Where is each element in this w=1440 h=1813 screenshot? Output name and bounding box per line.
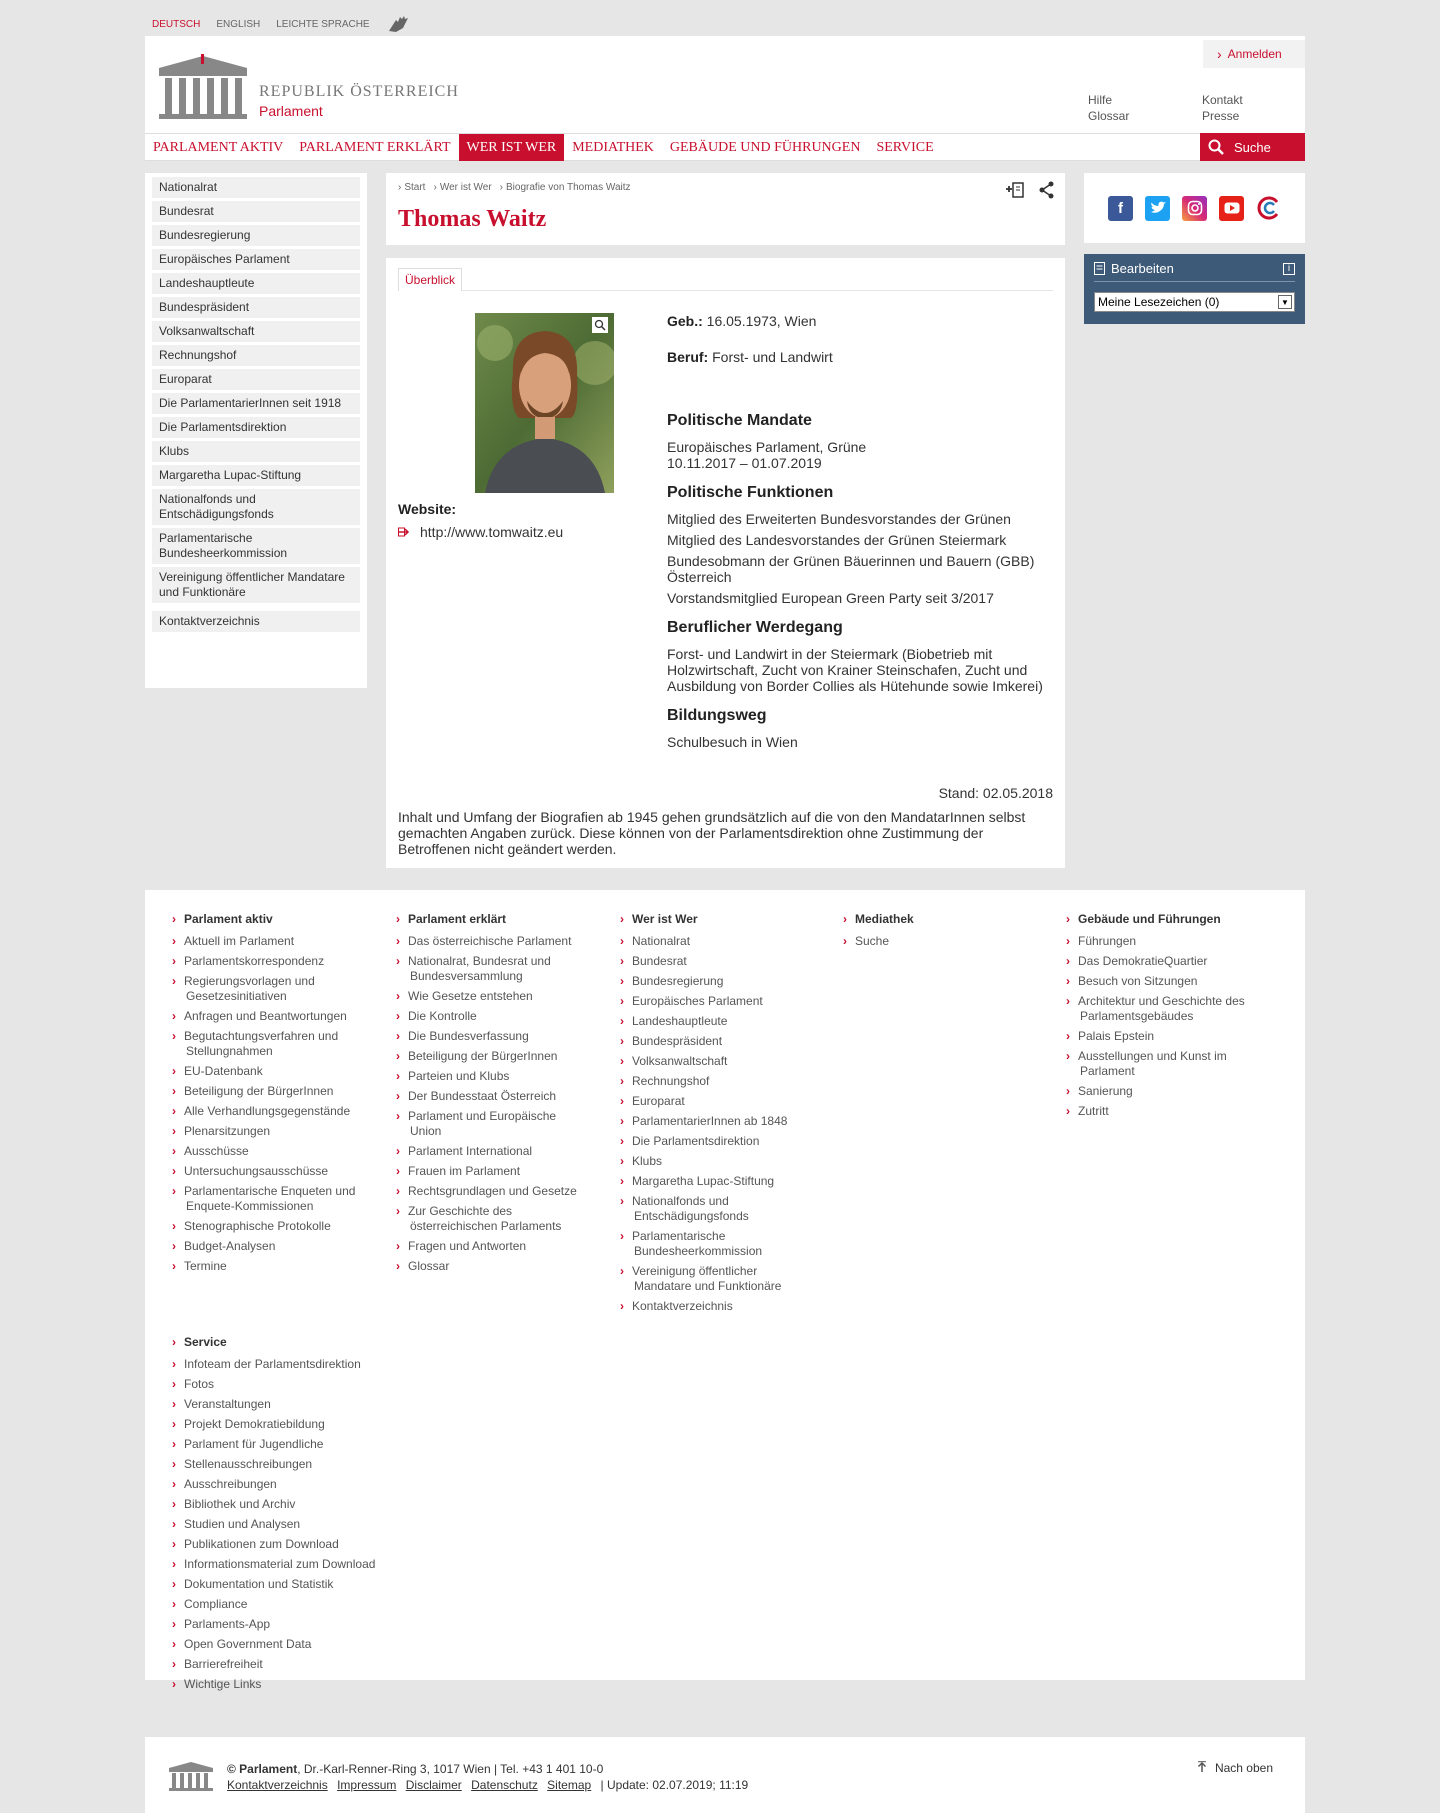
mandate-period: 10.11.2017 – 01.07.2019: [667, 455, 822, 471]
sitemap-link[interactable]: › Parlament für Jugendliche: [186, 1437, 412, 1452]
portrait-photo[interactable]: [475, 313, 614, 493]
sitemap-link[interactable]: › Parlament International: [410, 1144, 586, 1159]
bildung-text: Schulbesuch in Wien: [667, 734, 798, 750]
sitemap-heading-wer[interactable]: › Wer ist Wer: [634, 912, 810, 926]
facebook-icon[interactable]: f: [1108, 196, 1133, 221]
language-bar: [152, 14, 412, 34]
sidebar-item-bundesregierung[interactable]: Bundesregierung: [152, 225, 360, 246]
nav-mediathek[interactable]: MEDIATHEK: [572, 140, 654, 155]
sitemap-link[interactable]: › Budget-Analysen: [186, 1239, 362, 1254]
birth-value: 16.05.1973, Wien: [706, 313, 817, 329]
sitemap-link[interactable]: › Dokumentation und Statistik: [186, 1577, 412, 1592]
sitemap-link[interactable]: › Publikationen zum Download: [186, 1537, 412, 1552]
section-werdegang: [667, 620, 1052, 694]
sitemap-link[interactable]: › Bundesrat: [634, 954, 810, 969]
heading-mandate: Politische Mandate: [667, 412, 812, 429]
footer-link-kontaktverzeichnis[interactable]: Kontaktverzeichnis: [227, 1778, 328, 1792]
sitemap-heading-service[interactable]: › Service: [186, 1335, 412, 1349]
sidebar-item-parlamentsdirektion[interactable]: Die Parlamentsdirektion: [152, 417, 360, 438]
sitemap-link[interactable]: › Regierungsvorlagen und Gesetzesinitiativen: [186, 974, 362, 1004]
back-to-top-label: Nach oben: [1214, 1761, 1273, 1775]
search-label: Suche: [1234, 139, 1271, 155]
login-button[interactable]: › Anmelden: [1203, 40, 1305, 68]
back-to-top-button[interactable]: [1197, 1761, 1273, 1775]
sitemap-heading-gebaeude[interactable]: › Gebäude und Führungen: [1080, 912, 1256, 926]
sitemap-link[interactable]: › Alle Verhandlungsgegenstände: [186, 1104, 362, 1119]
bookmark-icon: [1094, 262, 1105, 275]
sidebar-item-nationalfonds[interactable]: Nationalfonds und Entschädigungsfonds: [152, 489, 360, 525]
sitemap-link[interactable]: › Suche: [857, 934, 1033, 949]
sitemap-link[interactable]: › Die Bundesverfassung: [410, 1029, 586, 1044]
sitemap-link[interactable]: › Das österreichische Parlament: [410, 934, 586, 949]
sitemap-link[interactable]: › Kontaktverzeichnis: [634, 1299, 810, 1314]
sidebar-item-landeshauptleute[interactable]: Landeshauptleute: [152, 273, 360, 294]
sidebar-item-klubs[interactable]: Klubs: [152, 441, 360, 462]
sitemap-link[interactable]: › Plenarsitzungen: [186, 1124, 362, 1139]
nav-parlament-aktiv[interactable]: PARLAMENT AKTIV: [153, 140, 284, 155]
sidebar-item-eu-parlament[interactable]: Europäisches Parlament: [152, 249, 360, 270]
sitemap-link[interactable]: › Stenographische Protokolle: [186, 1219, 362, 1234]
stand-date: Stand: 02.05.2018: [938, 785, 1053, 801]
sidebar-item-vereinigung[interactable]: Vereinigung öffentlicher Mandatare und Funktionäre: [152, 567, 360, 603]
brand-main: REPUBLIK ÖSTERREICH: [259, 83, 459, 100]
funktion-item: Mitglied des Landesvorstandes der Grünen Steiermark: [667, 532, 1007, 548]
sitemap-link[interactable]: › EU-Datenbank: [186, 1064, 362, 1079]
sitemap-link[interactable]: › Parlament und Europäische Union: [410, 1109, 586, 1139]
nav-gebaeude[interactable]: GEBÄUDE UND FÜHRUNGEN: [669, 140, 861, 155]
tab-divider: [398, 290, 1053, 291]
sitemap-link[interactable]: › Bundespräsident: [634, 1034, 810, 1049]
sitemap-link[interactable]: › Volksanwaltschaft: [634, 1054, 810, 1069]
sidebar-item-bundesrat[interactable]: Bundesrat: [152, 201, 360, 222]
breadcrumb-wer-ist-wer[interactable]: › Wer ist Wer: [433, 182, 491, 193]
sitemap-col-mediathek: [843, 912, 1033, 954]
lang-easy-link[interactable]: LEICHTE SPRACHE: [276, 18, 370, 30]
sidebar-item-europarat[interactable]: Europarat: [152, 369, 360, 390]
twitter-icon[interactable]: [1145, 196, 1170, 221]
breadcrumb: [398, 182, 631, 193]
funktion-item: Mitglied des Erweiterten Bundesvorstandes der Grünen: [667, 511, 1011, 527]
sidebar-item-bundespraesident[interactable]: Bundespräsident: [152, 297, 360, 318]
sidebar: [145, 173, 367, 688]
sitemap-link[interactable]: › Landeshauptleute: [634, 1014, 810, 1029]
contact-link[interactable]: Kontakt: [1202, 93, 1243, 107]
sitemap-link[interactable]: › Europäisches Parlament: [634, 994, 810, 1009]
sitemap-link[interactable]: › Aktuell im Parlament: [186, 934, 362, 949]
nav-service[interactable]: SERVICE: [876, 140, 934, 155]
breadcrumb-start[interactable]: › Start: [398, 182, 425, 193]
sitemap-link[interactable]: › Fotos: [186, 1377, 412, 1392]
sitemap-link[interactable]: › Margaretha Lupac-Stiftung: [634, 1174, 810, 1189]
section-funktionen: [667, 485, 1052, 606]
sitemap-link[interactable]: › Zur Geschichte des österreichischen Parlaments: [410, 1204, 586, 1234]
sidebar-item-nationalrat[interactable]: Nationalrat: [152, 177, 360, 198]
sitemap-link[interactable]: › Die Parlamentsdirektion: [634, 1134, 810, 1149]
mandate-line: Europäisches Parlament, Grüne: [667, 439, 867, 455]
sitemap-link[interactable]: › Beteiligung der BürgerInnen: [186, 1084, 362, 1099]
sidebar-item-parlamentarierinnen[interactable]: Die ParlamentarierInnen seit 1918: [152, 393, 360, 414]
sitemap-link[interactable]: › Die Kontrolle: [410, 1009, 586, 1024]
werdegang-text: Forst- und Landwirt in der Steiermark (Biobetrieb mit Holzwirtschaft, Zucht von Krainer Steinschafen, Zucht und Ausbildung von Border Collies als Hütehunde sowie Imkerei): [667, 646, 1043, 694]
search-button[interactable]: [1200, 133, 1305, 161]
sitemap-link[interactable]: › Klubs: [634, 1154, 810, 1169]
website-url: http://www.tomwaitz.eu: [420, 524, 564, 540]
sitemap-heading-mediathek[interactable]: › Mediathek: [857, 912, 1033, 926]
birth-row: Geb.: 16.05.1973, Wien: [667, 313, 817, 329]
website-label: Website:: [398, 501, 457, 517]
page-footer: [145, 1737, 1305, 1813]
footer-link-disclaimer[interactable]: Disclaimer: [405, 1778, 462, 1792]
zoom-icon[interactable]: [592, 317, 608, 333]
sitemap-link[interactable]: › Palais Epstein: [1080, 1029, 1256, 1044]
bookmarks-select-value: Meine Lesezeichen (0): [1098, 295, 1220, 309]
sitemap-link[interactable]: › Compliance: [186, 1597, 412, 1612]
parlament-logo-icon[interactable]: [159, 54, 249, 123]
sitemap-link[interactable]: › Wichtige Links: [186, 1677, 412, 1692]
util-links-a: [1088, 92, 1129, 124]
main-nav: [145, 133, 1200, 161]
sidebar-item-rechnungshof[interactable]: Rechnungshof: [152, 345, 360, 366]
sitemap-link[interactable]: › Parlamentarische Enqueten und Enquete-Kommissionen: [186, 1184, 362, 1214]
sitemap-link[interactable]: › Nationalrat, Bundesrat und Bundesversammlung: [410, 954, 586, 984]
sitemap-link[interactable]: › Infoteam der Parlamentsdirektion: [186, 1357, 412, 1372]
sitemap-col-gebaeude: [1066, 912, 1256, 1124]
sidebar-item-volksanwaltschaft[interactable]: Volksanwaltschaft: [152, 321, 360, 342]
sitemap-link[interactable]: › Veranstaltungen: [186, 1397, 412, 1412]
sitemap-link[interactable]: › ParlamentarierInnen ab 1848: [634, 1114, 810, 1129]
sitemap-link[interactable]: › Bundesregierung: [634, 974, 810, 989]
title-card: [386, 173, 1065, 245]
tab-ueberblick[interactable]: Überblick: [398, 268, 462, 291]
section-bildung: [667, 708, 1052, 750]
footer-update: | Update: 02.07.2019; 11:19: [600, 1778, 749, 1792]
sitemap-link[interactable]: › Ausstellungen und Kunst im Parlament: [1080, 1049, 1256, 1079]
sign-language-icon[interactable]: [386, 14, 412, 34]
sitemap-heading-erklaert[interactable]: › Parlament erklärt: [410, 912, 586, 926]
util-links-b: [1202, 92, 1243, 124]
brand[interactable]: [259, 83, 459, 119]
heading-funktionen: Politische Funktionen: [667, 484, 834, 501]
nav-wer-ist-wer[interactable]: WER IST WER: [459, 134, 565, 161]
sidebar-item-kontaktverzeichnis[interactable]: Kontaktverzeichnis: [152, 611, 360, 632]
podcast-icon[interactable]: [1256, 196, 1281, 221]
sitemap-link[interactable]: › Begutachtungsverfahren und Stellungnahmen: [186, 1029, 362, 1059]
sitemap-link[interactable]: › Vereinigung öffentlicher Mandatare und Funktionäre: [634, 1264, 810, 1294]
sitemap-link[interactable]: › Europarat: [634, 1094, 810, 1109]
sitemap-link[interactable]: › Architektur und Geschichte des Parlamentsgebäudes: [1080, 994, 1256, 1024]
footer-link-sitemap[interactable]: Sitemap: [547, 1778, 592, 1792]
search-icon: [1208, 139, 1224, 155]
lang-deutsch-link[interactable]: DEUTSCH: [152, 18, 201, 30]
heading-bildung: Bildungsweg: [667, 707, 767, 724]
sitemap-link[interactable]: › Das DemokratieQuartier: [1080, 954, 1256, 969]
funktion-item: Vorstandsmitglied European Green Party seit 3/2017: [667, 590, 994, 606]
disclaimer-text: Inhalt und Umfang der Biografien ab 1945 gehen grundsätzlich auf die von den MandatarInnen selbst gemachten Angaben zurück. Diese können von der Parlamentsdirektion ohne Zustimmung der Betroffenen nicht geändert werden.: [398, 809, 1026, 857]
sitemap-link[interactable]: › Führungen: [1080, 934, 1256, 949]
sitemap-heading-aktiv[interactable]: › Parlament aktiv: [186, 912, 362, 926]
sitemap-link[interactable]: › Der Bundesstaat Österreich: [410, 1089, 586, 1104]
nav-parlament-erklaert[interactable]: PARLAMENT ERKLÄRT: [299, 140, 451, 155]
sitemap-link[interactable]: › Stellenausschreibungen: [186, 1457, 412, 1472]
footer-sitemap: [145, 890, 1305, 1691]
sitemap-link[interactable]: › Untersuchungsausschüsse: [186, 1164, 362, 1179]
social-links: [1084, 173, 1305, 243]
sidebar-item-bundesheerkommission[interactable]: Parlamentarische Bundesheerkommission: [152, 528, 360, 564]
edit-panel: [1084, 254, 1305, 324]
sitemap-link[interactable]: › Parlamentskorrespondenz: [186, 954, 362, 969]
sitemap-link[interactable]: › Rechnungshof: [634, 1074, 810, 1089]
site-header: [145, 36, 1305, 161]
footer-text: [227, 1761, 748, 1793]
footer-copyright: © Parlament: [227, 1762, 298, 1776]
sitemap-link[interactable]: › Informationsmaterial zum Download: [186, 1557, 412, 1572]
brand-sub: Parlament: [259, 103, 323, 119]
help-link[interactable]: Hilfe: [1088, 93, 1113, 107]
tool-icons: [1005, 181, 1055, 199]
sitemap-link[interactable]: › Termine: [186, 1259, 362, 1274]
sitemap-link[interactable]: › Parteien und Klubs: [410, 1069, 586, 1084]
edit-label[interactable]: Bearbeiten: [1111, 261, 1174, 276]
heading-werdegang: Beruflicher Werdegang: [667, 619, 843, 636]
sitemap-link[interactable]: › Bibliothek und Archiv: [186, 1497, 412, 1512]
instagram-icon[interactable]: [1182, 196, 1207, 221]
footer-address: , Dr.-Karl-Renner-Ring 3, 1017 Wien | Tel. +43 1 401 10-0: [297, 1762, 604, 1776]
info-icon[interactable]: i: [1283, 263, 1295, 275]
sitemap-link[interactable]: › Beteiligung der BürgerInnen: [410, 1049, 586, 1064]
external-link-icon: [398, 527, 412, 537]
sitemap-link[interactable]: › Glossar: [410, 1259, 586, 1274]
youtube-icon[interactable]: [1219, 196, 1244, 221]
sitemap-link[interactable]: › Ausschüsse: [186, 1144, 362, 1159]
page-title: Thomas Waitz: [398, 206, 547, 232]
edit-header: [1094, 261, 1295, 282]
arrow-up-icon: [1197, 1761, 1207, 1773]
lang-english-link[interactable]: ENGLISH: [216, 18, 261, 30]
sitemap-link[interactable]: › Ausschreibungen: [186, 1477, 412, 1492]
sitemap-col-erklaert: [396, 912, 586, 1279]
bookmark-add-icon[interactable]: [1005, 181, 1025, 199]
content-card: [386, 258, 1065, 868]
sitemap-link[interactable]: › Parlamentarische Bundesheerkommission: [634, 1229, 810, 1259]
bio-info: [667, 313, 1052, 764]
profession-row: Beruf: Forst- und Landwirt: [667, 349, 833, 365]
sitemap-link[interactable]: › Nationalrat: [634, 934, 810, 949]
sitemap-link[interactable]: › Besuch von Sitzungen: [1080, 974, 1256, 989]
sitemap-link[interactable]: › Frauen im Parlament: [410, 1164, 586, 1179]
sitemap-col-service: [172, 1335, 412, 1697]
section-mandate: [667, 413, 1052, 471]
sitemap-link[interactable]: › Projekt Demokratiebildung: [186, 1417, 412, 1432]
sitemap-link[interactable]: › Parlaments-App: [186, 1617, 412, 1632]
glossary-link[interactable]: Glossar: [1088, 109, 1130, 123]
share-icon[interactable]: [1039, 181, 1055, 199]
sitemap-link[interactable]: › Fragen und Antworten: [410, 1239, 586, 1254]
sitemap-link[interactable]: › Anfragen und Beantwortungen: [186, 1009, 362, 1024]
sitemap-link[interactable]: › Open Government Data: [186, 1637, 412, 1652]
footer-logo-icon[interactable]: [169, 1761, 213, 1794]
bookmarks-select[interactable]: [1094, 292, 1295, 312]
footer-link-datenschutz[interactable]: Datenschutz: [471, 1778, 538, 1792]
press-link[interactable]: Presse: [1202, 109, 1240, 123]
sitemap-link[interactable]: › Wie Gesetze entstehen: [410, 989, 586, 1004]
sitemap-link[interactable]: › Rechtsgrundlagen und Gesetze: [410, 1184, 586, 1199]
website-link[interactable]: [398, 524, 563, 540]
sitemap-col-aktiv: [172, 912, 362, 1279]
sitemap-col-wer: [620, 912, 810, 1319]
chevron-down-icon: ▼: [1278, 295, 1292, 309]
sitemap-link[interactable]: › Barrierefreiheit: [186, 1657, 412, 1672]
sitemap-link[interactable]: › Nationalfonds und Entschädigungsfonds: [634, 1194, 810, 1224]
sidebar-item-lupac[interactable]: Margaretha Lupac-Stiftung: [152, 465, 360, 486]
sitemap-link[interactable]: › Sanierung: [1080, 1084, 1256, 1099]
sitemap-link[interactable]: › Zutritt: [1080, 1104, 1256, 1119]
breadcrumb-current: › Biografie von Thomas Waitz: [500, 182, 631, 193]
profession-value: Forst- und Landwirt: [712, 349, 833, 365]
sitemap-link[interactable]: › Studien und Analysen: [186, 1517, 412, 1532]
funktion-item: Bundesobmann der Grünen Bäuerinnen und Bauern (GBB) Österreich: [667, 553, 1035, 585]
footer-link-impressum[interactable]: Impressum: [337, 1778, 397, 1792]
